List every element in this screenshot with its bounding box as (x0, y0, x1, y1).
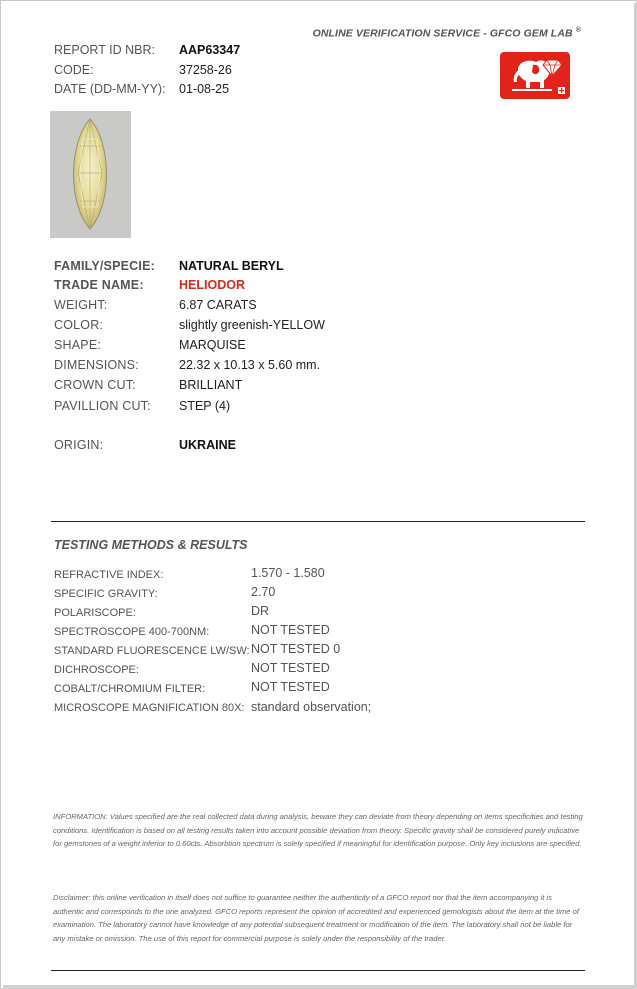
trade-name-value: HELIODOR (179, 278, 245, 292)
pavillion-cut-value: STEP (4) (179, 399, 231, 413)
test-label: MICROSCOPE MAGNIFICATION 80X: (54, 702, 245, 714)
test-label: COBALT/CHROMIUM FILTER: (54, 683, 206, 695)
test-value: standard observation; (251, 700, 372, 714)
weight-value: 6.87 CARATS (179, 298, 257, 312)
registered-mark: ® (575, 27, 581, 34)
marquise-gem-photo (50, 111, 131, 238)
date-value: 01-08-25 (179, 82, 230, 96)
report-id-value: AAP63347 (179, 43, 241, 57)
origin-label: ORIGIN: (54, 438, 104, 452)
family-label: FAMILY/SPECIE: (54, 259, 155, 273)
test-value: NOT TESTED (251, 623, 330, 637)
gfco-logo-icon (500, 52, 570, 99)
disclaimer-note: Disclaimer: this online verification in itself does not suffice to guarantee neither the authenticity of a GFCO report nor that the item accompanying it is authentic and corresponds to the one analyzed. GFCO reports represent the opinion of accredited and experienced gemologists about the item at the time of examination. The laboratory cannot have knowledge of any potential subsequent treatment or modification of the item. The laboratory shall not be liable for any mistake or omission. The use of this report for commercial purpose is solely under the responsibility of the trader. (53, 893, 579, 943)
service-title-text: ONLINE VERIFICATION SERVICE - GFCO GEM LAB (312, 27, 573, 40)
origin-value: UKRAINE (179, 438, 236, 452)
date-label: DATE (DD-MM-YY): (54, 82, 166, 96)
family-value: NATURAL BERYL (179, 259, 284, 273)
test-value: 1.570 - 1.580 (251, 566, 325, 580)
color-label: COLOR: (54, 318, 104, 332)
color-value: slightly greenish-YELLOW (179, 318, 325, 332)
test-label: DICHROSCOPE: (54, 664, 139, 676)
dimensions-value: 22.32 x 10.13 x 5.60 mm. (179, 358, 321, 372)
section-divider-bottom (51, 970, 585, 971)
crown-cut-label: CROWN CUT: (54, 378, 136, 392)
shape-value: MARQUISE (179, 338, 246, 352)
weight-label: WEIGHT: (54, 298, 108, 312)
frame-shadow (3, 985, 637, 989)
test-label: REFRACTIVE INDEX: (54, 569, 164, 581)
section-divider-top (51, 521, 585, 522)
test-label: STANDARD FLUORESCENCE LW/SW: (54, 645, 250, 657)
code-value: 37258-26 (179, 63, 232, 77)
test-label: POLARISCOPE: (54, 607, 136, 619)
service-title (313, 27, 581, 40)
shape-label: SHAPE: (54, 338, 102, 352)
trade-name-label: TRADE NAME: (54, 278, 144, 292)
information-note: INFORMATION: Values specified are the real collected data during analysis, beware they can deviate from theory depending on items specificities and testing conditions. Identification is based on all testing results taken into account possible deviation from theory. Specific gravity shall be considered purely indicative for gemstones of a weight inferior to 0.60cts. Absorbtion spectrum is solely specified if meaningful for identification purpose. Only key inclusions are specified. (53, 812, 583, 848)
pavillion-cut-label: PAVILLION CUT: (54, 399, 151, 413)
code-label: CODE: (54, 63, 94, 77)
report-id-label: REPORT ID NBR: (54, 43, 155, 57)
test-value: 2.70 (251, 585, 276, 599)
test-value: NOT TESTED (251, 661, 330, 675)
testing-section-title: TESTING METHODS & RESULTS (54, 538, 248, 552)
test-value: NOT TESTED 0 (251, 642, 341, 656)
crown-cut-value: BRILLIANT (179, 378, 243, 392)
test-label: SPECIFIC GRAVITY: (54, 588, 158, 600)
test-value: NOT TESTED (251, 680, 330, 694)
test-label: SPECTROSCOPE 400-700NM: (54, 626, 210, 638)
test-value: DR (251, 604, 270, 618)
dimensions-label: DIMENSIONS: (54, 358, 139, 372)
